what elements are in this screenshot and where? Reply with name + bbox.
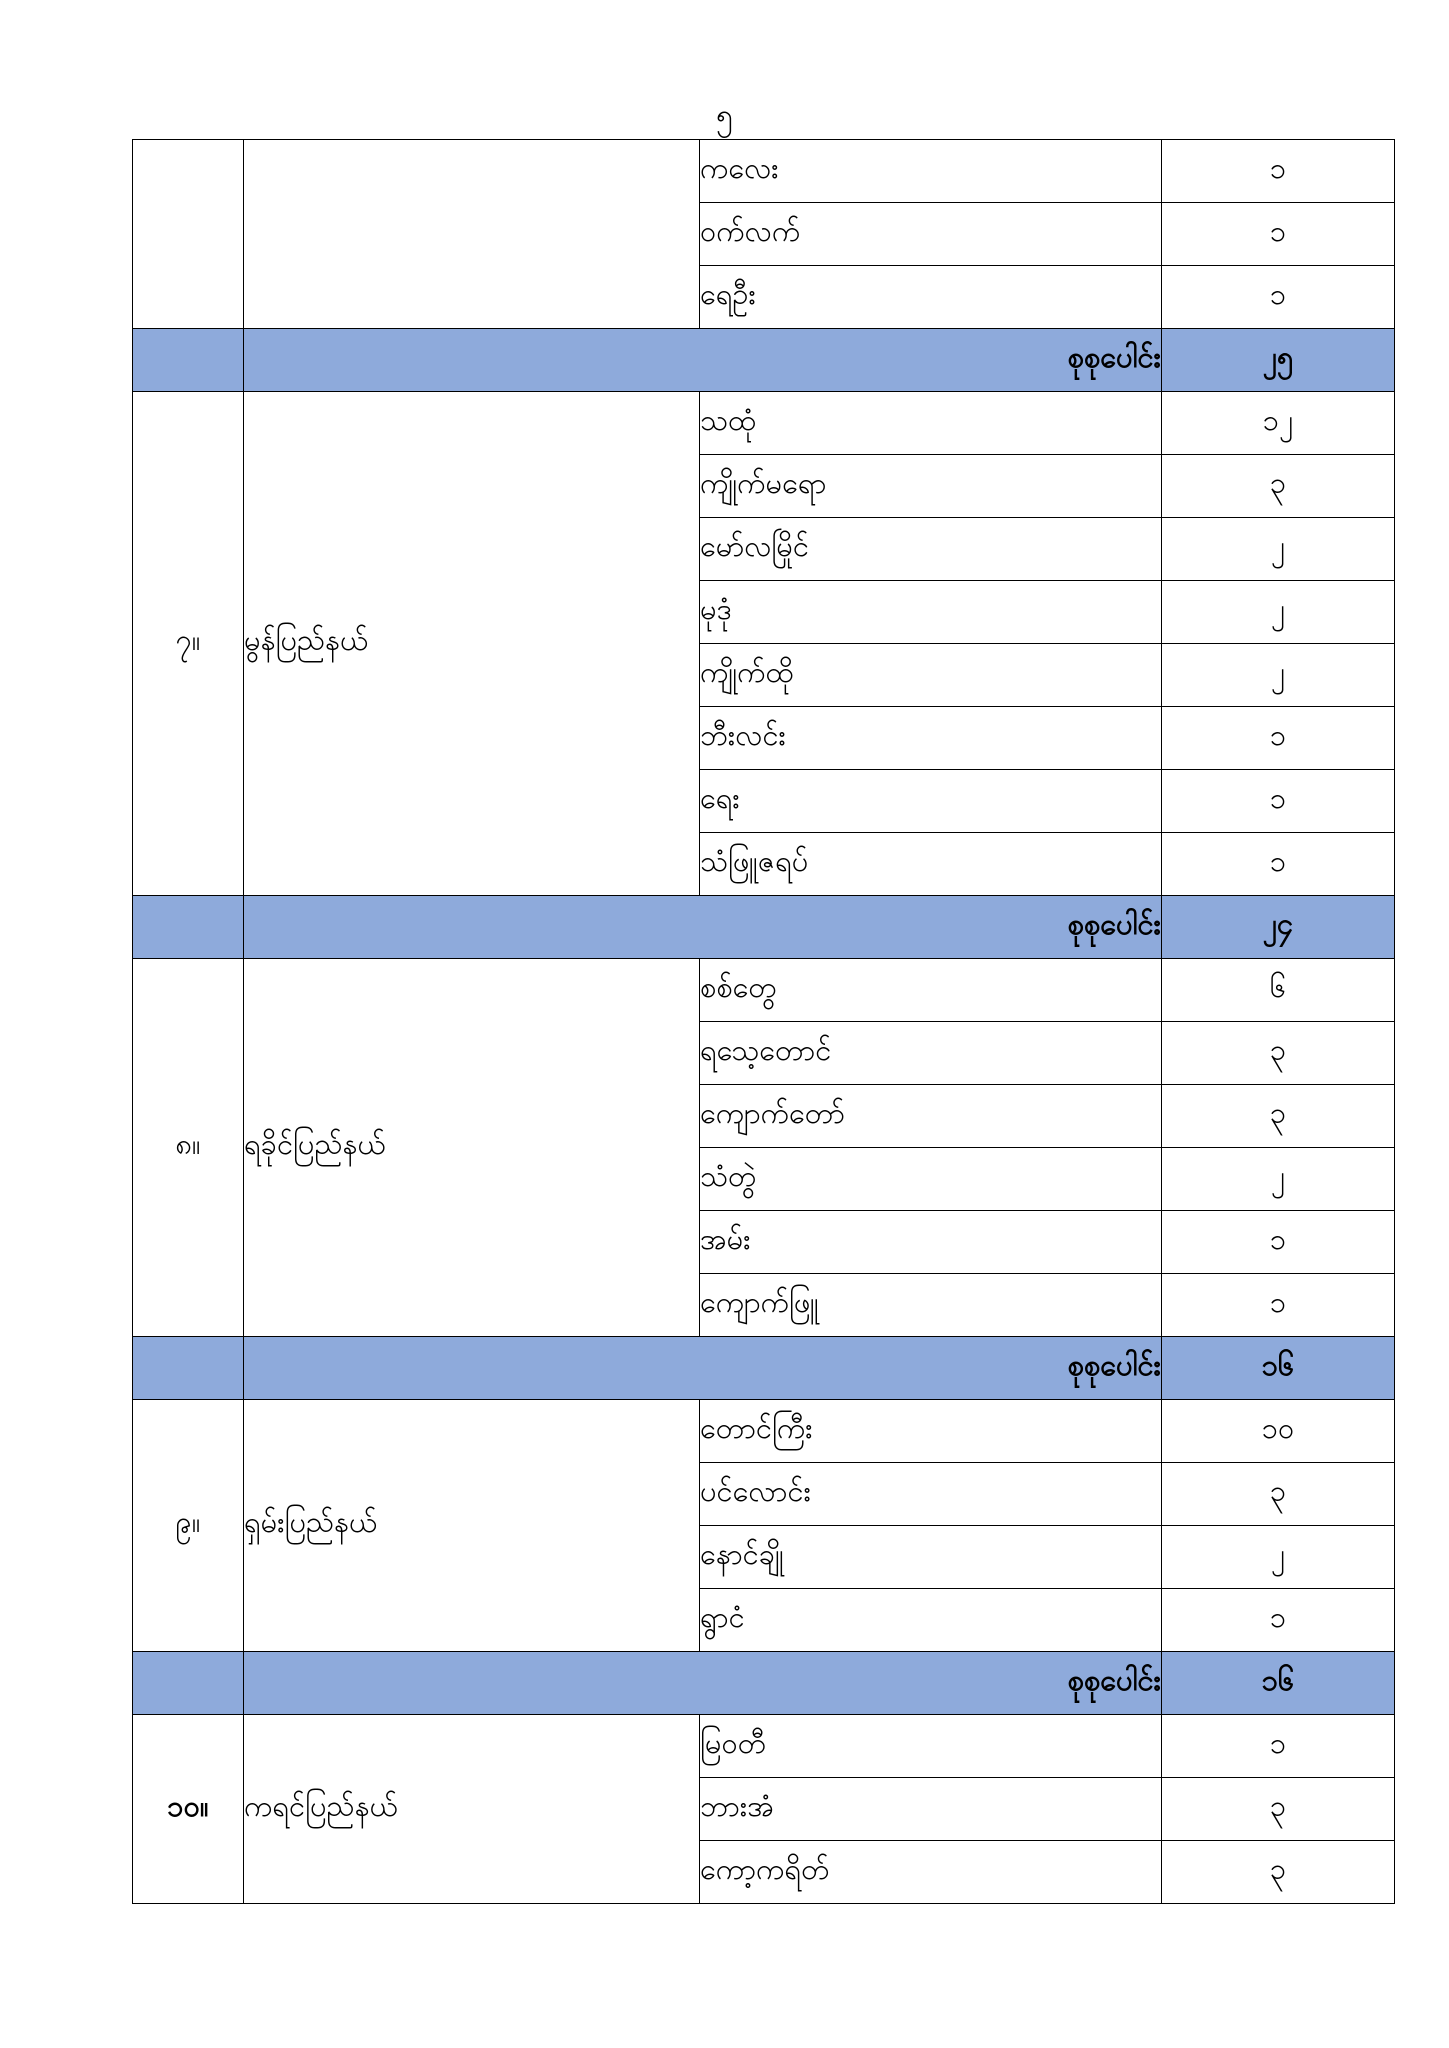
township-count: ၂ [1162,644,1395,707]
total-row-spacer [133,1652,244,1715]
total-value: ၁၆ [1162,1652,1395,1715]
township-count: ၁ [1162,833,1395,896]
total-value: ၁၆ [1162,1337,1395,1400]
township-name: ပင်လောင်း [700,1463,1162,1526]
total-row [133,1337,1395,1400]
table-row [133,140,1395,203]
total-value: ၂၅ [1162,329,1395,392]
section-number: ၈။ [133,959,244,1337]
township-name: ရေး [700,770,1162,833]
township-count: ၁ [1162,203,1395,266]
township-count: ၆ [1162,959,1395,1022]
township-name: စစ်တွေ [700,959,1162,1022]
township-count: ၃ [1162,1463,1395,1526]
township-name: ကျောက်ဖြူ [700,1274,1162,1337]
township-name: ရေဦး [700,266,1162,329]
total-label: စုစုပေါင်း [244,1337,1162,1400]
township-name: ကျိုက်မရော [700,455,1162,518]
township-name: ရသေ့တောင် [700,1022,1162,1085]
total-row-spacer [133,896,244,959]
township-name: ကလေး [700,140,1162,203]
township-count: ၂ [1162,1526,1395,1589]
township-name: မုဒုံ [700,581,1162,644]
township-name: ရွာငံ [700,1589,1162,1652]
section-number: ၁၀။ [133,1715,244,1904]
statistics-table [132,139,1395,1904]
total-row [133,329,1395,392]
township-count: ၁ [1162,1589,1395,1652]
township-name: ဘားအံ [700,1778,1162,1841]
township-count: ၂ [1162,518,1395,581]
table-row [133,959,1395,1022]
township-name: ကျိုက်ထို [700,644,1162,707]
total-row [133,1652,1395,1715]
township-name: ဝက်လက် [700,203,1162,266]
township-name: ဘီးလင်း [700,707,1162,770]
total-row-spacer [133,329,244,392]
table-row [133,392,1395,455]
state-name [244,140,700,329]
state-name: ရခိုင်ပြည်နယ် [244,959,700,1337]
township-count: ၃ [1162,1778,1395,1841]
township-count: ၁ [1162,770,1395,833]
township-count: ၁ [1162,707,1395,770]
township-count: ၁ [1162,1715,1395,1778]
total-label: စုစုပေါင်း [244,329,1162,392]
page-number: ၅ [716,98,733,133]
township-name: သံတွဲ [700,1148,1162,1211]
state-name: ကရင်ပြည်နယ် [244,1715,700,1904]
table-row [133,1715,1395,1778]
township-name: သထုံ [700,392,1162,455]
township-name: တောင်ကြီး [700,1400,1162,1463]
total-label: စုစုပေါင်း [244,896,1162,959]
township-count: ၂ [1162,1148,1395,1211]
table-row [133,1400,1395,1463]
township-name: ကျောက်တော် [700,1085,1162,1148]
township-name: ကော့ကရိတ် [700,1841,1162,1904]
township-count: ၁ [1162,266,1395,329]
township-count: ၃ [1162,455,1395,518]
township-count: ၂ [1162,581,1395,644]
township-count: ၁၀ [1162,1400,1395,1463]
total-value: ၂၄ [1162,896,1395,959]
township-count: ၁၂ [1162,392,1395,455]
section-number: ၉။ [133,1400,244,1652]
township-name: အမ်း [700,1211,1162,1274]
township-name: သံဖြူဇရပ် [700,833,1162,896]
total-row-spacer [133,1337,244,1400]
township-name: နောင်ချို [700,1526,1162,1589]
township-count: ၃ [1162,1085,1395,1148]
section-number: ၇။ [133,392,244,896]
township-count: ၁ [1162,140,1395,203]
township-count: ၁ [1162,1211,1395,1274]
township-count: ၃ [1162,1841,1395,1904]
state-name: ရှမ်းပြည်နယ် [244,1400,700,1652]
township-count: ၁ [1162,1274,1395,1337]
township-name: မော်လမြိုင် [700,518,1162,581]
total-row [133,896,1395,959]
township-count: ၃ [1162,1022,1395,1085]
total-label: စုစုပေါင်း [244,1652,1162,1715]
state-name: မွန်ပြည်နယ် [244,392,700,896]
township-name: မြဝတီ [700,1715,1162,1778]
section-number [133,140,244,329]
